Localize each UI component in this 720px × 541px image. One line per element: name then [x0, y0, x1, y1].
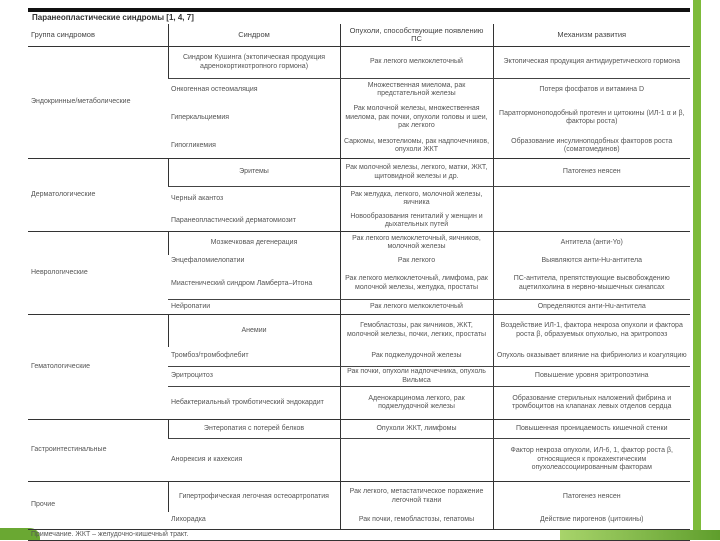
- syndrome-cell: Гиперкальциемия: [171, 113, 230, 121]
- group-name: Дерматологические: [28, 159, 168, 232]
- tumors-cell: Рак почки, опухоли надпочечника, опухоль Вильмса: [340, 367, 493, 387]
- group-name: Гематологические: [28, 315, 168, 420]
- tumors-cell: Гемобластозы, рак яичников, ЖКТ, молочной железы, почки, легких, простаты: [340, 315, 493, 347]
- syndrome-cell: Энцефаломиелопатии: [171, 257, 245, 265]
- document-page: [28, 8, 690, 541]
- syndrome-cell: Онкогенная остеомаляция: [171, 86, 258, 93]
- group-name: Прочие: [28, 482, 168, 530]
- header-row: [28, 24, 690, 47]
- mechanism-cell: Фактор некроза опухоли, ИЛ-6, 1, фактор роста β, относящиеся к прокахектическим опухолеассоциированным факторам: [493, 439, 690, 482]
- tumors-cell: Рак поджелудочной железы: [340, 347, 493, 367]
- group-name: Гастроинтестинальные: [28, 420, 168, 482]
- tumors-cell: Рак легкого мелкоклеточный: [340, 47, 493, 79]
- mechanism-cell: ПС-антитела, препятствующие высвобождению ацетилхолина в нервно-мышечных синапсах: [493, 269, 690, 300]
- mechanism-cell: Повышенная проницаемость кишечной стенки: [493, 420, 690, 439]
- syndrome-cell: Мозжечковая дегенерация: [168, 232, 340, 255]
- tumors-cell: Опухоли ЖКТ, лимфомы: [340, 420, 493, 439]
- mechanism-cell: Патогенез неясен: [493, 159, 690, 187]
- mechanism-cell: Опухоль оказывает влияние на фибринолиз и коагуляцию: [493, 347, 690, 367]
- syndrome-cell: Тромбоз/тромбофлебит: [168, 347, 340, 367]
- mechanism-cell: Образование стерильных наложений фибрина и тромбоцитов на клапанах левых отделов сердца: [493, 387, 690, 420]
- syndrome-cell: Нейропатии: [168, 300, 340, 315]
- table-row: [28, 482, 690, 512]
- mechanism-cell: Патогенез неясен: [493, 482, 690, 512]
- mechanism-cell: Воздействие ИЛ-1, фактора некроза опухоли и фактора роста β, образуемых опухолью, на эритропоэз: [493, 315, 690, 347]
- mechanism-cell: Эктопическая продукция антидиуретического гормона: [493, 47, 690, 79]
- mechanism-cell: Определяются анти-Hu-антитела: [493, 300, 690, 315]
- syndrome-cell: Эритемы: [168, 159, 340, 187]
- mechanism-cell: [493, 212, 690, 232]
- mechanism-cell: Антитела (анти-Yo): [493, 232, 690, 255]
- syndrome-cell: Эритроцитоз: [168, 367, 340, 387]
- mechanism-cell: Образование инсулиноподобных факторов роста (соматомединов): [493, 135, 690, 159]
- syndrome-cell: Анорексия и кахексия: [168, 439, 340, 482]
- tumors-cell: [340, 439, 493, 482]
- tumors-cell: Аденокарцинома легкого, рак поджелудочной железы: [340, 387, 493, 420]
- syndrome-cell: Черный акантоз: [171, 195, 224, 202]
- mechanism-cell: [493, 187, 690, 212]
- tumors-cell: Рак почки, гемобластозы, гепатомы: [340, 512, 493, 530]
- mechanism-cell: Выявляются анти-Hu-антитела: [493, 255, 690, 269]
- table-title: Паранеопластические синдромы [1, 4, 7]: [32, 13, 194, 22]
- mechanism-cell: Паратгормоноподобный протеин и цитокины (ИЛ-1 α и β, факторы роста): [493, 102, 690, 135]
- syndrome-cell: Гипертрофическая легочная остеоартропатия: [168, 482, 340, 512]
- mechanism-cell: Действие пирогенов (цитокины): [493, 512, 690, 530]
- tumors-cell: Рак легкого, метастатическое поражение легочной ткани: [340, 482, 493, 512]
- syndromes-table: [28, 24, 690, 541]
- mechanism-cell: Повышение уровня эритропоэтина: [493, 367, 690, 387]
- tumors-cell: Рак легкого мелкоклеточный, лимфома, рак молочной железы, желудка, простаты: [340, 269, 493, 300]
- syndrome-cell: Небактериальный тромботический эндокардит: [168, 387, 340, 420]
- tumors-cell: Рак желудка, легкого, молочной железы, яичника: [340, 187, 493, 212]
- syndrome-cell: Лихорадка: [168, 512, 340, 530]
- tumors-cell: Рак легкого мелкоклеточный, яичников, молочной железы: [340, 232, 493, 255]
- header-group: Группа синдромов: [28, 24, 168, 47]
- table-row: [28, 47, 690, 79]
- note-row: [28, 530, 690, 541]
- tumors-cell: Новообразования гениталий у женщин и дыхательных путей: [340, 212, 493, 232]
- table-row: [28, 232, 690, 255]
- syndrome-cell: Синдром Кушинга (эктопическая продукция адренокортикотропного гормона): [168, 47, 340, 79]
- syndrome-cell: Гипогликемия: [168, 135, 340, 159]
- tumors-cell: Рак молочной железы, легкого, матки, ЖКТ, щитовидной железы и др.: [340, 159, 493, 187]
- header-tumors: Опухоли, способствующие появлению ПС: [340, 24, 493, 47]
- tumors-cell: Саркомы, мезотелиомы, рак надпочечников, опухоли ЖКТ: [340, 135, 493, 159]
- tumors-cell: Рак легкого: [340, 255, 493, 269]
- tumors-cell: Множественная миелома, рак предстательной железы: [340, 79, 493, 102]
- syndrome-cell: Миастенический синдром Ламберта–Итона: [168, 269, 340, 300]
- mechanism-cell: Потеря фосфатов и витамина D: [493, 79, 690, 102]
- table-row: [28, 420, 690, 439]
- table-row: [28, 159, 690, 187]
- tumors-cell: Рак легкого мелкоклеточный: [340, 300, 493, 315]
- header-syndrome: Синдром: [168, 24, 340, 47]
- syndrome-cell: Энтеропатия с потерей белков: [168, 420, 340, 439]
- table-row: [28, 315, 690, 347]
- tumors-cell: Рак молочной железы, множественная миелома, рак почки, опухоли головы и шеи, рак легкого: [340, 102, 493, 135]
- syndrome-cell: Паранеопластический дерматомиозит: [168, 212, 340, 232]
- table-note: Примечание. ЖКТ – желудочно-кишечный тракт.: [28, 530, 690, 541]
- green-side-bar: [693, 0, 701, 540]
- header-mechanism: Механизм развития: [493, 24, 690, 47]
- syndrome-cell: Анемии: [168, 315, 340, 347]
- group-name: Эндокринные/метаболические: [28, 47, 168, 159]
- group-name: Неврологические: [28, 232, 168, 315]
